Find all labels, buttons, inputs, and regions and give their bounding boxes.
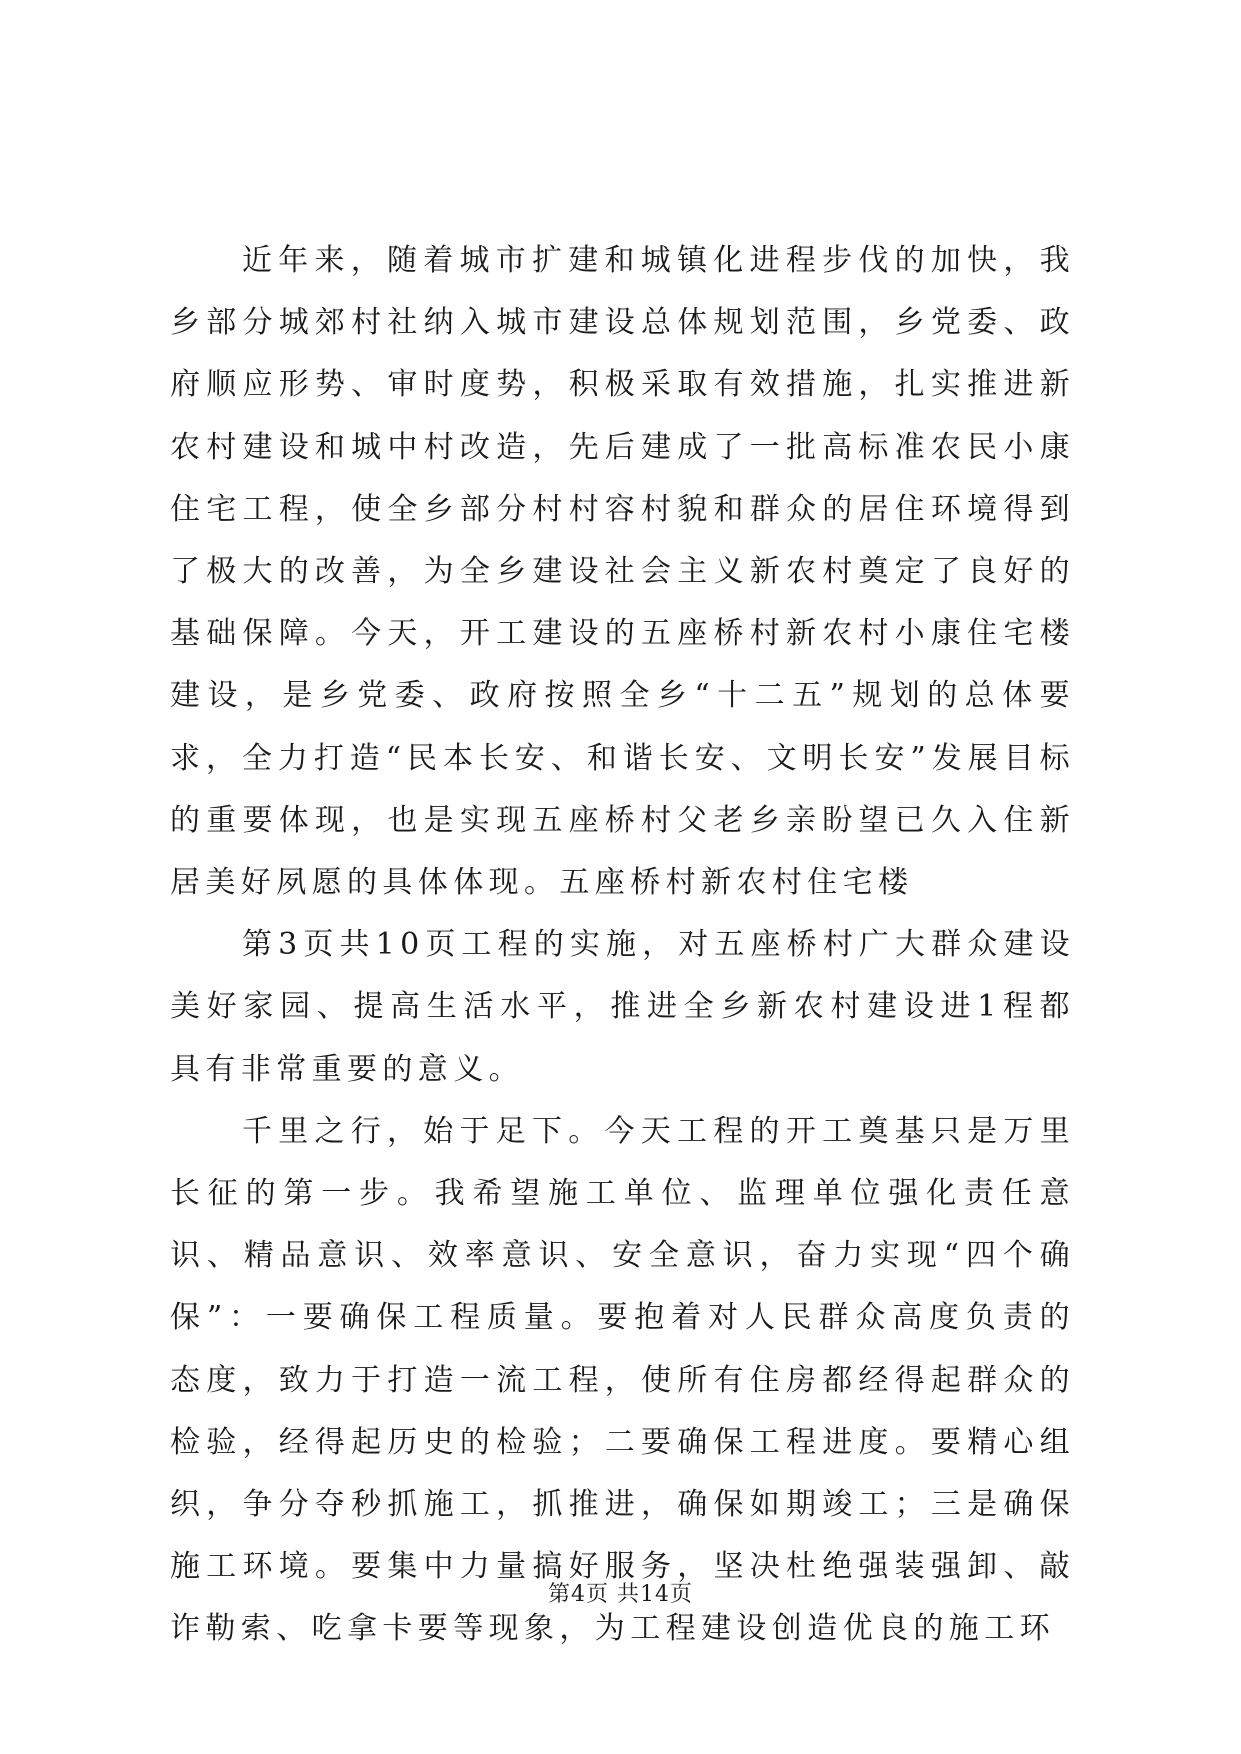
paragraph-four-guarantees: 千里之行，始于足下。今天工程的开工奠基只是万里长征的第一步。我希望施工单位、监理单位强化责任意识、精品意识、效率意识、安全意识，奋力实现“四个确保”：一要确保工程质量。要抱着对人民群众高度负责的态度，致力于打造一流工程，使所有住房都经得起群众的检验，经得起历史的检验；二要确保工程进度。要精心组织，争分夺秒抓施工，抓推进，确保如期竣工；三是确保施工环境。要集中力量搞好服务，坚决杜绝强装强卸、敲诈勒索、吃拿卡要等现象，为工程建设创造优良的施工环 xyxy=(170,1113,1075,1647)
page-footer: 第4页 共14页 xyxy=(548,1582,693,1607)
paragraph-significance: 第3页共10页工程的实施，对五座桥村广大群众建设美好家园、提高生活水平，推进全乡新农村建设进1程都具有非常重要的意义。 xyxy=(170,927,1075,1087)
document-body xyxy=(170,230,1075,1661)
paragraph-intro: 近年来，随着城市扩建和城镇化进程步伐的加快，我乡部分城郊村社纳入城市建设总体规划范围，乡党委、政府顺应形势、审时度势，积极采取有效措施，扎实推进新农村建设和城中村改造，先后建成了一批高标准农民小康住宅工程，使全乡部分村村容村貌和群众的居住环境得到了极大的改善，为全乡建设社会主义新农村奠定了良好的基础保障。今天，开工建设的五座桥村新农村小康住宅楼建设，是乡党委、政府按照全乡“十二五”规划的总体要求，全力打造“民本长安、和谐长安、文明长安”发展目标的重要体现，也是实现五座桥村父老乡亲盼望已久入住新居美好夙愿的具体体现。五座桥村新农村住宅楼 xyxy=(170,243,1075,901)
